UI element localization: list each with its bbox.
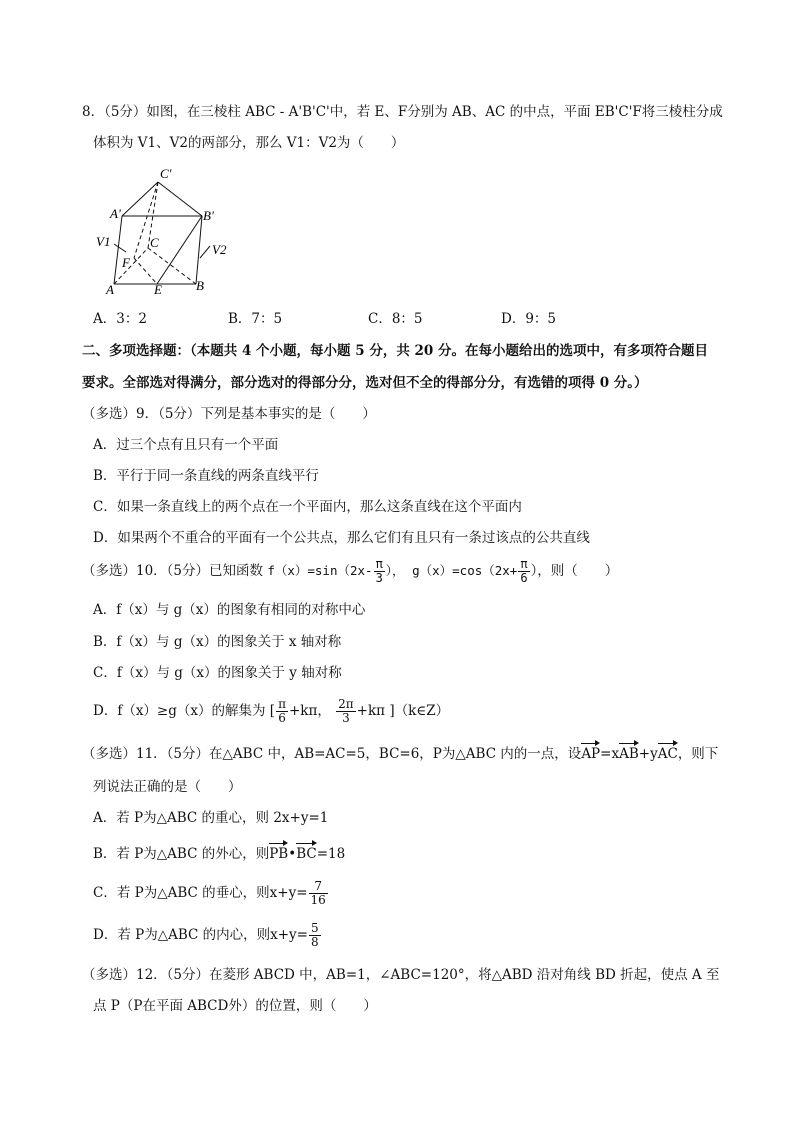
q10-option-c: C．f（x）与 g（x）的图象关于 y 轴对称 [93, 665, 342, 681]
section2-heading-line1: 二、多项选择题：（本题共 4 个小题，每小题 5 分，共 20 分。在每小题给出的选项中，有多项符合题目 [82, 343, 709, 359]
label-E: E [154, 282, 162, 297]
q10-option-a: A．f（x）与 g（x）的图象有相同的对称中心 [93, 602, 366, 618]
label-V2: V2 [212, 242, 227, 257]
q9-option-c: C．如果一条直线上的两个点在一个平面内，那么这条直线在这个平面内 [93, 499, 522, 515]
label-B: B [196, 278, 204, 293]
q11-option-a: A．若 P为△ABC 的重心，则 2x+y=1 [93, 810, 329, 826]
q11-stem-line2: 列说法正确的是（ ） [93, 779, 242, 795]
q11-option-b: B．若 P为△ABC 的外心，则PB•BC=18 [93, 842, 345, 863]
q8-option-d: D．9：5 [501, 311, 557, 327]
q11-option-c: C．若 P为△ABC 的垂心，则x+y= $\frac{7}{16}$ [93, 879, 326, 907]
q8-stem-line1: 8．（5分）如图，在三棱柱 ABC - A'B'C'中，若 E、F分别为 AB、AC 的中点，平面 EB'C'F将三棱柱分成 [82, 104, 723, 120]
label-V1: V1 [96, 234, 111, 249]
label-A: A [106, 282, 114, 297]
label-F: F [122, 255, 130, 270]
q10-stem-end: ），则（ ） [530, 563, 619, 579]
section2-heading-line2: 要求。全部选对得满分，部分选对的得部分分，选对但不全的得部分分，有选错的项得 0 分。） [82, 375, 648, 391]
q11-stem-line1: （多选）11．（5分）在△ABC 中，AB=AC=5，BC=6，P为△ABC 内的一点，设AP=xAB+yAC，则下 [82, 742, 718, 763]
label-B-prime: B' [203, 208, 214, 223]
q9-option-d: D．如果两个不重合的平面有一个公共点，那么它们有且只有一条过该点的公共直线 [93, 530, 590, 546]
q10-stem-intro: （多选）10．（5分）已知函数 [82, 563, 264, 579]
q10-f-def: f（x）=sin（2x- $\frac{\pi}{3}$ ）， g（x）=cos（2x+ $\frac{\pi}{6}$ [267, 557, 528, 585]
q9-stem: （多选）9．（5分）下列是基本事实的是（ ） [82, 406, 376, 422]
label-C-prime: C' [160, 166, 172, 181]
q12-stem-line1: （多选）12．（5分）在菱形 ABCD 中，AB=1，∠ABC=120°，将△ABD 沿对角线 BD 折起，使点 A 至 [82, 967, 720, 983]
label-A-prime: A' [110, 206, 121, 221]
q8-option-b: B．7：5 [228, 311, 283, 327]
q8-stem-line2: 体积为 V1、V2的两部分，那么 V1：V2为（ ） [93, 135, 405, 151]
q9-option-a: A．过三个点有且只有一个平面 [93, 437, 279, 453]
q11-option-d: D．若 P为△ABC 的内心，则x+y= $\frac{5}{8}$ [93, 921, 319, 949]
label-C: C [150, 235, 159, 250]
q12-stem-line2: 点 P（P在平面 ABCD外）的位置，则（ ） [93, 998, 377, 1014]
q10-option-b: B．f（x）与 g（x）的图象关于 x 轴对称 [93, 634, 342, 650]
q8-option-c: C．8：5 [368, 311, 423, 327]
q8-option-a: A．3：2 [93, 311, 147, 327]
q10-option-d: D．f（x）≥g（x）的解集为 [ $\frac{\pi}{6}$ +kπ， $\frac{2\pi}{3}$ +kπ ]（k∈Z） [93, 697, 450, 725]
q10-stem [82, 558, 618, 585]
prism-figure [90, 160, 240, 300]
q9-option-b: B．平行于同一条直线的两条直线平行 [93, 468, 319, 484]
